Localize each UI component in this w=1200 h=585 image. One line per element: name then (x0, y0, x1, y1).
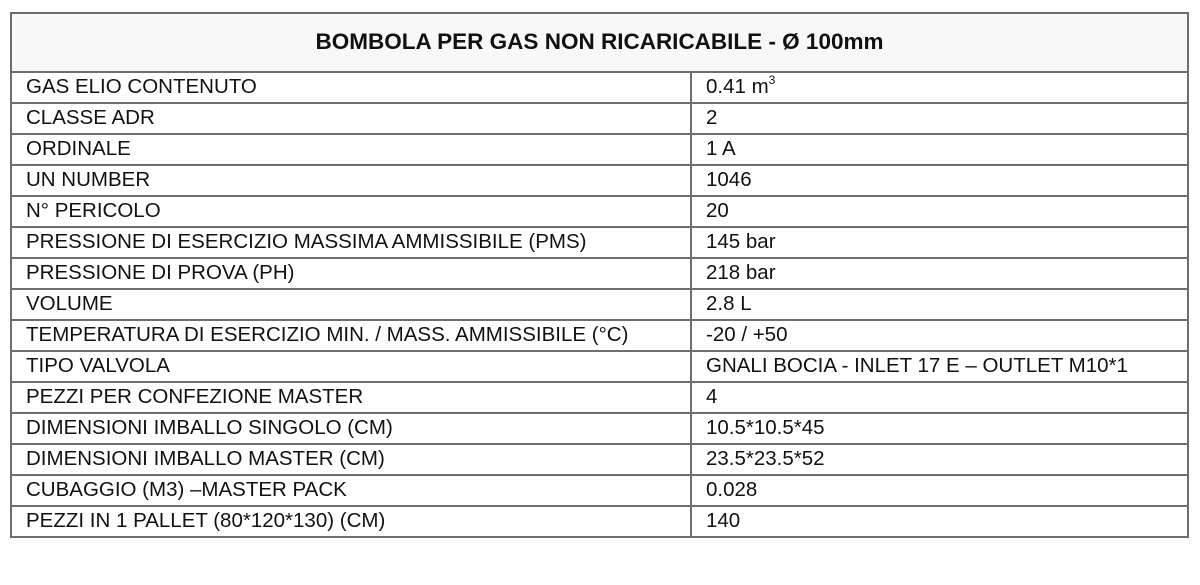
spec-label: CLASSE ADR (11, 103, 691, 134)
spec-value-text: 0.41 m (706, 75, 769, 99)
spec-table (10, 12, 1189, 538)
spec-value-superscript: 3 (768, 73, 776, 88)
spec-value (691, 320, 1188, 351)
spec-value-text: 218 bar (706, 261, 776, 285)
spec-value-text: 4 (706, 385, 718, 409)
spec-value (691, 382, 1188, 413)
spec-table-body (11, 13, 1188, 537)
spec-value-text: -20 / +50 (706, 323, 788, 347)
table-row (11, 475, 1188, 506)
spec-label: PRESSIONE DI ESERCIZIO MASSIMA AMMISSIBILE (PMS) (11, 227, 691, 258)
spec-value-text: 1046 (706, 168, 752, 192)
spec-value-text: 0.028 (706, 478, 758, 502)
table-row (11, 320, 1188, 351)
table-row (11, 289, 1188, 320)
spec-value-text: 140 (706, 509, 741, 533)
spec-value (691, 506, 1188, 537)
table-row (11, 103, 1188, 134)
table-row (11, 165, 1188, 196)
table-row (11, 72, 1188, 103)
table-row (11, 227, 1188, 258)
table-row (11, 382, 1188, 413)
spec-value (691, 196, 1188, 227)
title-row (11, 13, 1188, 72)
spec-value-text: 23.5*23.5*52 (706, 447, 825, 471)
spec-value (691, 444, 1188, 475)
spec-value-text: 2 (706, 106, 718, 130)
spec-label: N° PERICOLO (11, 196, 691, 227)
table-title: BOMBOLA PER GAS NON RICARICABILE - Ø 100mm (11, 13, 1188, 72)
table-row (11, 506, 1188, 537)
table-row (11, 134, 1188, 165)
spec-value (691, 351, 1188, 382)
spec-label: DIMENSIONI IMBALLO SINGOLO (CM) (11, 413, 691, 444)
spec-value (691, 475, 1188, 506)
spec-label: PEZZI IN 1 PALLET (80*120*130) (CM) (11, 506, 691, 537)
table-row (11, 351, 1188, 382)
spec-value-text: 10.5*10.5*45 (706, 416, 825, 440)
spec-value-text: 2.8 L (706, 292, 752, 316)
spec-value (691, 289, 1188, 320)
spec-value (691, 413, 1188, 444)
spec-value (691, 134, 1188, 165)
spec-label: PEZZI PER CONFEZIONE MASTER (11, 382, 691, 413)
table-row (11, 413, 1188, 444)
table-row (11, 444, 1188, 475)
spec-label: DIMENSIONI IMBALLO MASTER (CM) (11, 444, 691, 475)
spec-value (691, 103, 1188, 134)
spec-label: ORDINALE (11, 134, 691, 165)
spec-value (691, 258, 1188, 289)
spec-value-text: 20 (706, 199, 729, 223)
spec-label: TIPO VALVOLA (11, 351, 691, 382)
spec-label: UN NUMBER (11, 165, 691, 196)
spec-label: TEMPERATURA DI ESERCIZIO MIN. / MASS. AMMISSIBILE (°C) (11, 320, 691, 351)
spec-label: PRESSIONE DI PROVA (PH) (11, 258, 691, 289)
spec-value-text: 1 A (706, 137, 736, 161)
spec-label: VOLUME (11, 289, 691, 320)
spec-label: GAS ELIO CONTENUTO (11, 72, 691, 103)
spec-value-text: 145 bar (706, 230, 776, 254)
table-row (11, 196, 1188, 227)
table-row (11, 258, 1188, 289)
spec-value (691, 227, 1188, 258)
spec-value-text: GNALI BOCIA - INLET 17 E – OUTLET M10*1 (706, 354, 1128, 378)
spec-value (691, 165, 1188, 196)
spec-label: CUBAGGIO (M3) –MASTER PACK (11, 475, 691, 506)
spec-value (691, 72, 1188, 103)
